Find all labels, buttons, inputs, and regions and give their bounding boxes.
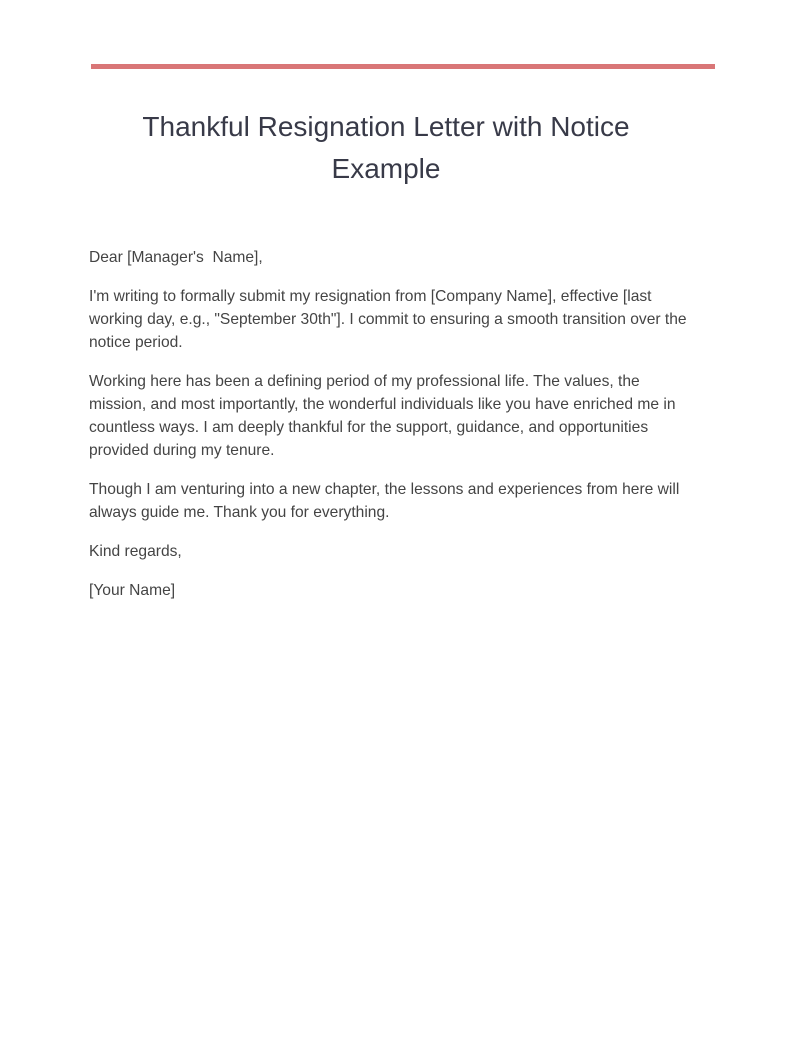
accent-bar bbox=[91, 64, 715, 69]
paragraph-gratitude: Working here has been a defining period of my professional life. The values, the mission, and most importantly, the wonderful individuals like you have enriched me in countless ways. I am deeply thankful for the support, guidance, and opportunities provided during my tenure. bbox=[89, 373, 680, 459]
letter-body bbox=[89, 246, 689, 618]
paragraph-farewell: Though I am venturing into a new chapter, the lessons and experiences from here will always guide me. Thank you for everything. bbox=[89, 481, 684, 521]
signature: [Your Name] bbox=[89, 582, 176, 599]
closing: Kind regards, bbox=[89, 543, 182, 560]
page-title: Thankful Resignation Letter with Notice Example bbox=[142, 111, 630, 184]
paragraph-intro: I'm writing to formally submit my resignation from [Company Name], effective [last working day, e.g., "September 30th"]. I commit to ensuring a smooth transition over the notice period. bbox=[89, 288, 691, 351]
salutation: Dear [Manager's Name], bbox=[89, 249, 263, 266]
